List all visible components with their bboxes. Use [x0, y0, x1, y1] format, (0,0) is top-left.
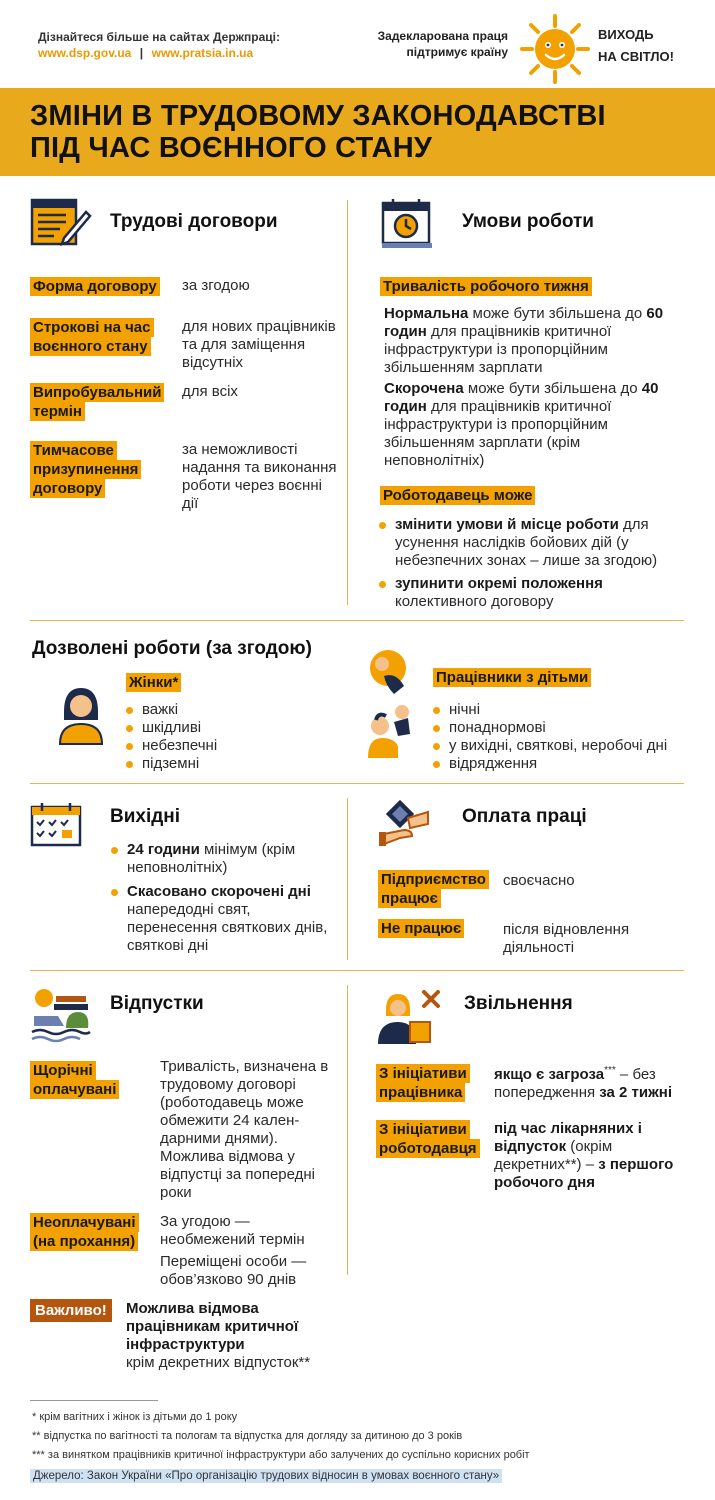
conditions-title: Умови роботи	[462, 211, 594, 232]
contract-label: Форма договору	[30, 277, 160, 296]
important-note: крім декретних відпусток**	[126, 1354, 311, 1371]
parents-label: Працівники з дітьми	[433, 668, 591, 687]
list-item: зупинити окремі положення колективного договору	[377, 575, 687, 611]
header-slogan	[340, 28, 508, 60]
unpaid-vacation-text1: За угодою — необмежений термін	[160, 1213, 305, 1248]
pay-label: Не працює	[378, 919, 464, 938]
pay-value: своєчасно	[503, 872, 575, 889]
employer-initiative-label: З ініціативи роботодавця	[376, 1120, 480, 1158]
short-text1: може бути збільшена до	[463, 380, 642, 397]
title-line2: ПІД ЧАС ВОЄННОГО СТАНУ	[30, 132, 433, 164]
footnote-3: *** за винятком працівників критичної інфраструктури або залучених до суспільно корисних робіт	[32, 1449, 530, 1461]
link-pratsia[interactable]: www.pratsia.in.ua	[151, 46, 254, 60]
footnote-2: ** відпустка по вагітності та пологам та відпустка для догляду за дитиною до 3 років	[32, 1430, 463, 1442]
paid-vacation-label-wrap	[30, 1061, 145, 1099]
vacation-landscape-icon	[30, 986, 92, 1044]
divider-vertical-3	[347, 985, 348, 1275]
link-separator: |	[139, 46, 144, 60]
employer-can-list	[377, 516, 687, 611]
contract-value: за неможливості надання та виконання роботи через воєнні дії	[182, 441, 337, 512]
divider-horizontal-2	[30, 783, 684, 784]
divider-horizontal-1	[30, 620, 684, 621]
normal-label: Нормальна	[384, 305, 469, 322]
list-item: відрядження	[431, 755, 701, 773]
contract-label: Випробувальний термін	[30, 383, 164, 421]
women-label: Жінки*	[126, 673, 181, 692]
week-duration-label: Тривалість робочого тижня	[380, 277, 592, 296]
list-item: змінити умови й місце роботи для усунення наслідків бойових дій (у небезпечних зонах – лише за згодою)	[377, 516, 687, 570]
list-item: шкідливі	[124, 719, 324, 737]
list-item: Скасовано скорочені дні напередодні свят, перенесення святкових днів, святкові дні	[109, 883, 334, 955]
list-item: понаднормові	[431, 719, 701, 737]
important-badge: Важливо!	[30, 1299, 112, 1322]
slogan-line1: Задекларована праця	[377, 29, 508, 43]
list-item: нічні	[431, 701, 701, 719]
dismissal-title: Звільнення	[464, 993, 573, 1014]
pay-label: Підприємство працює	[378, 870, 489, 908]
slogan-line2: підтримує країну	[406, 45, 508, 59]
unpaid-vacation-label: Неоплачувані (на прохання)	[30, 1213, 139, 1251]
unpaid-vacation-label-wrap	[30, 1213, 160, 1251]
header-info: Дізнайтеся більше на сайтах Держпраці:	[38, 30, 280, 44]
contract-value: для нових працівників та для заміщення відсутніх	[182, 318, 336, 371]
campaign-name	[598, 24, 674, 68]
contracts-title: Трудові договори	[110, 211, 278, 232]
divider-vertical-1	[347, 200, 348, 605]
short-text2: для працівників критичної інфраструктури із пропорційним збільшенням зарплати (крім неповнолітніх)	[384, 398, 612, 469]
campaign-line2: НА СВІТЛО!	[598, 49, 674, 64]
week-duration-label-wrap	[380, 277, 592, 296]
contract-label: Строкові на час воєнного стану	[30, 318, 154, 356]
normal-hours: 60 годин	[384, 305, 664, 340]
payment-hands-icon	[378, 800, 434, 852]
short-week-text	[384, 380, 674, 470]
footnote-divider	[30, 1400, 158, 1401]
woman-icon	[56, 682, 106, 746]
normal-week-text	[384, 305, 674, 377]
contract-value: за згодою	[182, 277, 250, 294]
parent-with-children-icon	[364, 646, 416, 762]
employee-initiative-label: З ініціативи працівника	[376, 1064, 470, 1102]
parents-works-list	[431, 701, 701, 773]
allowed-title: Дозволені роботи (за згодою)	[32, 638, 312, 659]
employer-initiative-text: під час лікарняних і відпусток (окрім декретних**) – з першого робочого дня	[494, 1120, 674, 1191]
normal-text2: для працівників критичної інфраструктури із пропорційним збільшенням зарплати	[384, 323, 612, 376]
paid-vacation-text: Тривалість, визначена в трудовому договорі (роботодавець може обмежити 24 кален-дарними днями). Можлива відмова у відпустці за попередні роки	[160, 1058, 329, 1201]
employee-initiative-text: якщо є загроза*** – без попередження за 2 тижні	[494, 1065, 672, 1101]
title-line1: ЗМІНИ В ТРУДОВОМУ ЗАКОНОДАВСТВІ	[30, 100, 606, 132]
list-item: у вихідні, святкові, неробочі дні	[431, 737, 701, 755]
days-off-list	[109, 841, 334, 955]
short-hours: 40 годин	[384, 380, 659, 415]
list-item: небезпечні	[124, 737, 324, 755]
women-label-wrap	[126, 673, 181, 692]
page-title	[30, 100, 606, 164]
employer-can-label-wrap	[380, 486, 535, 505]
calendar-checklist-icon	[30, 802, 82, 848]
dismissed-worker-icon	[376, 988, 446, 1046]
employer-can-label: Роботодавець може	[380, 486, 535, 505]
employer-initiative-label-wrap	[376, 1120, 491, 1158]
parents-label-wrap	[433, 668, 591, 687]
divider-vertical-2	[347, 798, 348, 960]
contract-document-icon	[30, 198, 92, 248]
list-item: підземні	[124, 755, 324, 773]
divider-horizontal-3	[30, 970, 684, 971]
list-item: 24 години мінімум (крім неповнолітніх)	[109, 841, 334, 877]
calendar-clock-icon	[380, 197, 436, 251]
normal-text1: може бути збільшена до	[468, 305, 647, 322]
vacation-title: Відпустки	[110, 993, 204, 1014]
list-item: важкі	[124, 701, 324, 719]
paid-vacation-label: Щорічні оплачувані	[30, 1061, 119, 1099]
source-note: Джерело: Закон України «Про організацію трудових відносин в умовах воєнного стану»	[30, 1469, 502, 1483]
pay-value: після відновлення діяльності	[503, 921, 630, 956]
pay-title: Оплата праці	[462, 806, 587, 827]
source-wrap	[30, 1466, 502, 1484]
link-dsp[interactable]: www.dsp.gov.ua	[38, 46, 132, 60]
contract-value: для всіх	[182, 383, 238, 400]
short-label: Скорочена	[384, 380, 464, 397]
days-off-title: Вихідні	[110, 806, 181, 827]
sun-mascot-logo	[518, 12, 592, 86]
unpaid-vacation-text2: Переміщені особи — обов’язково 90 днів	[160, 1253, 307, 1288]
campaign-line1: ВИХОДЬ	[598, 27, 654, 42]
women-works-list	[124, 701, 324, 773]
important-bold: Можлива відмова працівникам критичної інфраструктури	[126, 1300, 299, 1353]
footnote-1: * крім вагітних і жінок із дітьми до 1 року	[32, 1411, 238, 1423]
contract-label: Тимчасове призупинення договору	[30, 441, 141, 498]
important-text	[126, 1300, 341, 1372]
header-links	[38, 44, 253, 62]
employee-initiative-label-wrap	[376, 1064, 481, 1102]
